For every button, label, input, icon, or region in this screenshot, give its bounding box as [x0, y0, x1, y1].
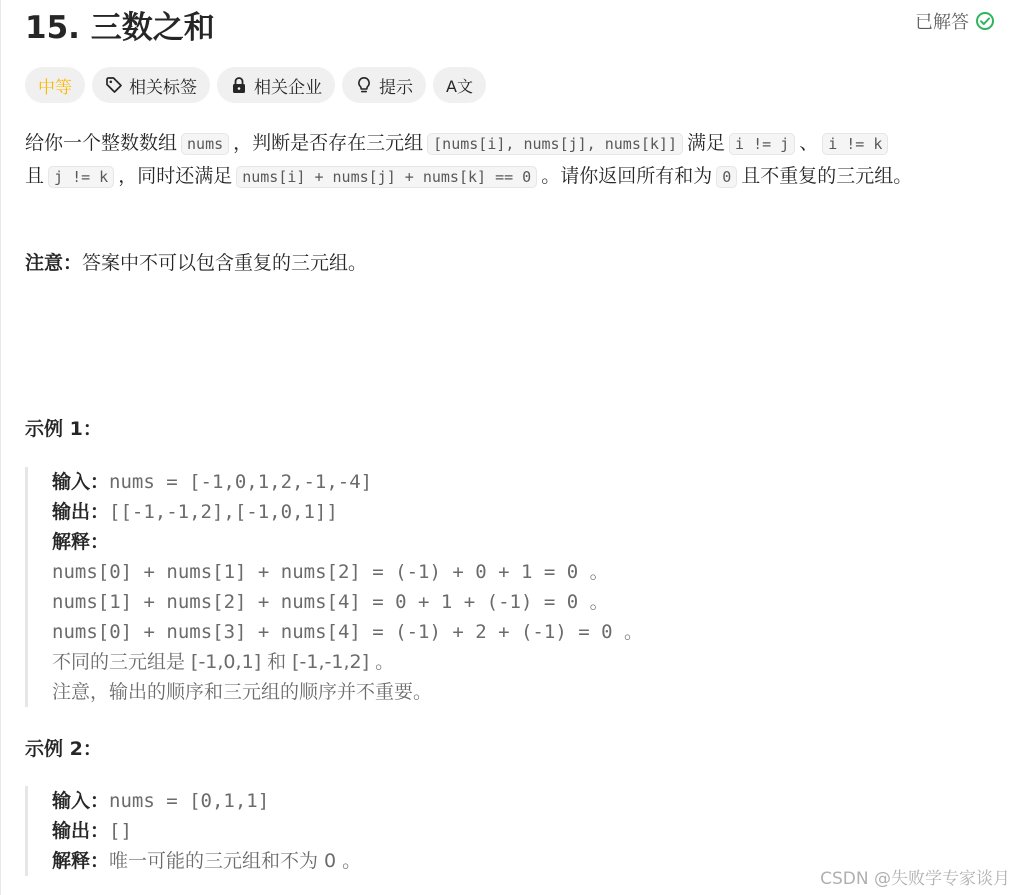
output-label: 输出： [52, 820, 110, 842]
explain-line: 注意，输出的顺序和三元组的顺序并不重要。 [52, 681, 433, 703]
statement-text: 且 [25, 165, 45, 187]
inline-code: i != k [822, 133, 888, 155]
problem-statement [25, 127, 995, 193]
difficulty-badge: 中等 [25, 67, 85, 103]
explain-line: nums[1] + nums[2] + nums[4] = 0 + 1 + (-1) = 0 。 [52, 591, 609, 613]
inline-code: [nums[i], nums[j], nums[k]] [427, 133, 683, 155]
statement-text: 满足 [687, 132, 726, 154]
inline-code: i != j [729, 133, 795, 155]
related-tags-button[interactable] [92, 67, 210, 103]
example-2-explain [52, 846, 361, 876]
inline-code: nums [181, 133, 229, 155]
title-row [25, 0, 995, 46]
statement-text: ，判断是否存在三元组 [233, 132, 424, 154]
example-1-output [52, 497, 643, 527]
solved-status [915, 8, 995, 34]
explain-line: nums[0] + nums[1] + nums[2] = (-1) + 0 + 1 = 0 。 [52, 561, 609, 583]
csdn-watermark: CSDN @失败学专家谈月 [820, 869, 1010, 889]
check-circle-icon [975, 11, 995, 31]
translate-button[interactable] [433, 67, 486, 103]
tag-bar [25, 67, 486, 103]
input-label: 输入： [52, 790, 110, 812]
explain-line: nums[0] + nums[3] + nums[4] = (-1) + 2 + (-1) = 0 。 [52, 621, 643, 643]
statement-text: ，同时还满足 [118, 165, 233, 187]
example-1-title: 示例 1： [25, 418, 102, 440]
related-companies-label: 相关企业 [254, 77, 322, 98]
output-value: [] [109, 820, 132, 842]
output-value: [[-1,-1,2],[-1,0,1]] [109, 501, 338, 523]
example-2-block [25, 786, 361, 876]
lightbulb-icon [355, 76, 373, 94]
solved-label: 已解答 [915, 12, 969, 33]
statement-text: 。请你返回所有和为 [541, 165, 713, 187]
example-2-output [52, 816, 361, 846]
translate-icon: A文 [446, 76, 473, 96]
problem-title[interactable]: 15. 三数之和 [25, 10, 215, 46]
example-1-explain [52, 527, 643, 557]
inline-code: 0 [716, 166, 737, 188]
note-paragraph [25, 247, 367, 279]
hint-label: 提示 [379, 77, 413, 98]
related-companies-button[interactable] [217, 67, 335, 103]
note-label: 注意： [25, 252, 83, 274]
panel-left-border [0, 0, 1, 895]
explain-label: 解释： [52, 850, 110, 872]
note-text: 答案中不可以包含重复的三元组。 [82, 252, 368, 274]
statement-text: 、 [799, 132, 819, 154]
input-value: nums = [-1,0,1,2,-1,-4] [109, 471, 373, 493]
explain-label: 解释： [52, 531, 110, 553]
hint-button[interactable] [342, 67, 426, 103]
explain-line: 不同的三元组是 [-1,0,1] 和 [-1,-1,2] 。 [52, 651, 395, 673]
inline-code: j != k [48, 166, 114, 188]
example-2-input [52, 786, 361, 816]
tag-icon [105, 76, 123, 94]
statement-text: 给你一个整数数组 [25, 132, 178, 154]
input-label: 输入： [52, 471, 110, 493]
example-1-input [52, 467, 643, 497]
example-2-title: 示例 2： [25, 738, 102, 760]
lock-icon [230, 76, 248, 94]
output-label: 输出： [52, 501, 110, 523]
related-tags-label: 相关标签 [129, 77, 197, 98]
inline-code: nums[i] + nums[j] + nums[k] == 0 [236, 166, 537, 188]
input-value: nums = [0,1,1] [109, 790, 270, 812]
example-1-block [25, 467, 643, 707]
statement-text: 且不重复的三元组。 [741, 165, 913, 187]
explain-value: 唯一可能的三元组和不为 0 。 [109, 850, 362, 872]
